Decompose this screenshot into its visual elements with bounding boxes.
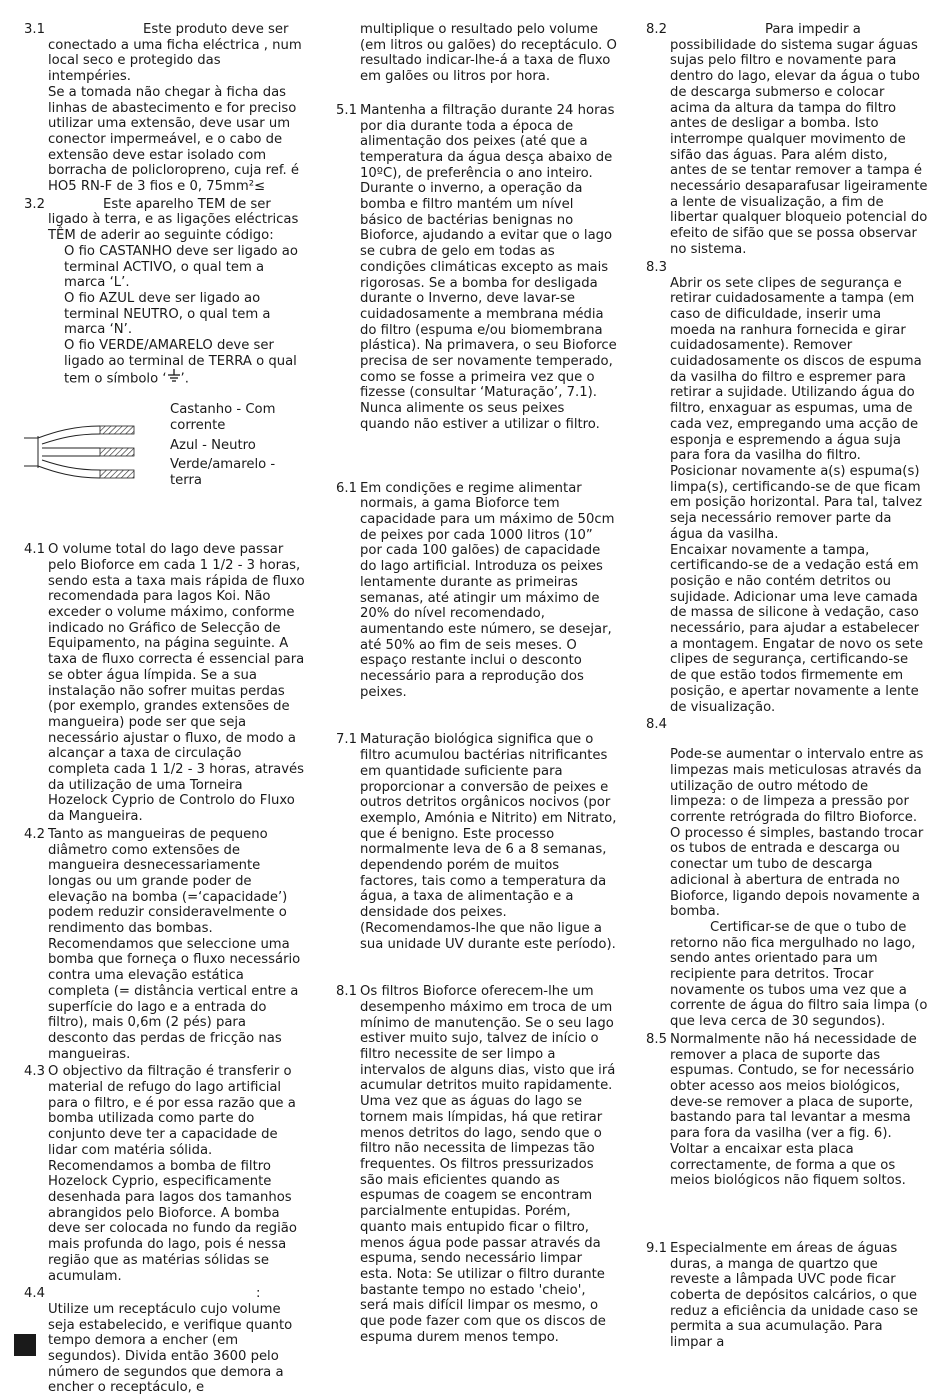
paragraph: Normalmente não há necessidade de remover a placa de suporte das espumas. Contudo, se for necessário obter acesso aos meios biológicos, deve-se remover a placa de suporte, bastando para tal levantar a mesma para fora da vasilha (ver a fig. 6). Voltar a encaixar esta placa correctamente, de forma a que os meios biológicos não fiquem soltos. <box>670 1031 917 1189</box>
section-7-1 <box>336 732 618 952</box>
page-corner-mark <box>14 1334 36 1356</box>
wire-label-green: Verde/amarelo - terra <box>170 457 276 488</box>
section-8-1 <box>336 984 618 1345</box>
earth-symbol-icon <box>167 369 181 388</box>
section-4-2 <box>24 827 306 1063</box>
column-right <box>646 22 928 1353</box>
paragraph: Maturação biológica significa que o filtro acumulou bactérias nitrificantes em quantidade suficiente para proporcionar a conversão de peixes e outros detritos orgânicos nocivos (por exemplo, Amónia e Nitrito) em Nitrato, que é benigno. Este processo normalmente leva de 6 a 8 semanas, dependendo porém de muitos factores, tais como a temperatura da água, a taxa de alimentação e a densidade dos peixes. (Recomendamos-lhe que não ligue a sua unidade UV durante este período). <box>360 732 617 952</box>
section-3-1 <box>24 22 306 195</box>
paragraph: Este aparelho TEM de ser ligado à terra, e as ligações eléctricas TÊM de aderir ao seguinte código: <box>48 196 299 244</box>
section-3-2 <box>24 197 306 388</box>
section-4-4 <box>24 1286 306 1396</box>
paragraph: Abrir os sete clipes de segurança e retirar cuidadosamente a tampa (em caso de dificuldade, inserir uma moeda na ranhura fornecida e girar cuidadosamente). Remover cuidadosamente os discos de espuma da vasilha do filtro e espremer para retirar a sujidade. Utilizando água do filtro, enxaguar as espumas, uma de cada vez, empregando uma acção de esponja e espremendo a água suja para fora da vasilha do filtro. Posicionar novamente a(s) espuma(s) limpa(s), certificando-se de que ficam em posição horizontal. Para tal, talvez seja necessário remover parte da água da vasilha. <box>670 275 923 542</box>
wire-rule-green-text: O fio VERDE/AMARELO deve ser ligado ao terminal de TERRA o qual tem o símbolo ‘ <box>64 338 297 387</box>
paragraph: Utilize um receptáculo cujo volume seja estabelecido, e verifique quanto tempo demora a encher (em segundos). Divida então 3600 pelo número de segundos que demora a encher o receptáculo, e <box>48 1301 293 1396</box>
section-6-1 <box>336 481 618 701</box>
section-4-3 <box>24 1064 306 1284</box>
section-number: 8.2 <box>646 22 667 37</box>
cable-illustration <box>24 422 144 492</box>
heading-colon: : <box>256 1286 261 1302</box>
column-left <box>24 22 306 1398</box>
section-4-1 <box>24 542 306 825</box>
wire-rule-blue: O fio AZUL deve ser ligado ao terminal NEUTRO, o qual tem a marca ‘N’. <box>64 290 271 338</box>
section-number: 8.4 <box>646 717 667 733</box>
section-number: 7.1 <box>336 732 357 748</box>
paragraph: Este produto deve ser conectado a uma ficha eléctrica , num local seco e protegido das intempéries. <box>48 22 302 85</box>
section-number: 8.3 <box>646 259 667 275</box>
section-8-4 <box>646 717 928 1030</box>
paragraph: Em condições e regime alimentar normais, a gama Bioforce tem capacidade para um máximo de 50cm de peixes por cada 1000 litros (10” por cada 100 galões) de capacidade do lago artificial. Introduza os peixes lentamente durante as primeiras semanas, até atingir um máximo de 20% do nível recomendado, aumentando este número, se desejar, até 50% ao fim de seis meses. O espaço restante inclui o desconto necessário para a reprodução dos peixes. <box>360 480 615 700</box>
section-number: 4.4 <box>24 1286 45 1302</box>
wire-label-blue: Azul - Neutro <box>170 438 256 454</box>
section-number: 3.2 <box>24 196 45 212</box>
paragraph: multiplique o resultado pelo volume (em litros ou galões) do receptáculo. O resultado indicar-lhe-á a taxa de fluxo em galões ou litros por hora. <box>360 22 617 85</box>
wiring-diagram <box>24 402 306 512</box>
wire-label-brown: Castanho - Com corrente <box>170 402 276 433</box>
section-9-1 <box>646 1241 928 1351</box>
paragraph: Pode-se aumentar o intervalo entre as limpezas mais meticulosas através da utilização de outro método de limpeza: o de limpeza a pressão por corrente retrógrada do filtro Bioforce. O processo é simples, bastando trocar os tubos de entrada e descarga ou conectar um tubo de descarga adicional à abertura de entrada no Bioforce, ligando depois novamente a bomba. <box>670 747 924 920</box>
paragraph: Especialmente em áreas de águas duras, a manga de quartzo que reveste a lâmpada UVC pode ficar coberta de depósitos calcários, o que reduz a eficiência da unidade caso se permita a sua acumulação. Para limpar a <box>670 1240 918 1351</box>
paragraph: Mantenha a filtração durante 24 horas por dia durante toda a época de alimentação dos peixes (até que a temperatura da água desça abaixo de 10ºC), de preferência o ano inteiro. Durante o inverno, a operação da bomba e filtro mantém um nível básico de bactérias benignas no Bioforce, ajudando a evitar que o lago se cubra de gelo em todas as condições climáticas excepto as mais rigorosas. Se a bomba for desligada durante o Inverno, deve lavar-se cuidadosamente a membrana média do filtro (espuma e/ou biomembrana plástica). Na primavera, o seu Bioforce precisa de ser novamente temperado, como se fosse a primeira vez que o fizesse (consultar ‘Maturação’, 7.1). Nunca alimente os seus peixes quando não estiver a utilizar o filtro. <box>360 102 617 432</box>
section-number: 5.1 <box>336 102 357 118</box>
paragraph: Para impedir a possibilidade do sistema sugar águas sujas pelo filtro e novamente para dentro do lago, elevar da água o tubo de descarga submerso e colocar acima da altura da tampa do filtro antes de desligar a bomba. Isto interrompe qualquer movimento de sifão das águas. Para além disto, antes de se tentar remover a tampa é necessário desaparafusar ligeiramente a lente de visualização, a fim de libertar qualquer bloqueio potencial do efeito de sifão que se possa observar no sistema. <box>670 22 928 257</box>
section-8-5 <box>646 1032 928 1189</box>
paragraph: Os filtros Bioforce oferecem-lhe um desempenho máximo em troca de um mínimo de manutenção. Se o seu lago estiver muito sujo, talvez de início o filtro necessite de ser limpo a intervalos de alguns dias, visto que irá acumular detritos muito rapidamente. Uma vez que as águas do lago se tornem mais límpidas, há que retirar menos detritos do lago, sendo que o filtro não necessita de limpezas tão frequentes. Os filtros pressurizados são mais eficientes quando as espumas de coagem se encontram parcialmente entupidas. Porém, quanto mais entupido ficar o filtro, menos água pode passar através da espuma, sendo necessário limpar esta. Nota: Se utilizar o filtro durante bastante tempo no estado 'cheio', será mais difícil limpar os mesmo, o que pode fazer com que os discos de espuma durem menos tempo. <box>360 984 616 1345</box>
section-number: 3.1 <box>24 22 45 37</box>
wire-rule-green-end: ’. <box>180 371 189 387</box>
section-8-2 <box>646 22 928 258</box>
paragraph: Tanto as mangueiras de pequeno diâmetro como extensões de mangueira desnecessariamente longas ou um grande poder de elevação na bomba (=‘capacidade’) podem reduzir consideravelmente o rendimento das bombas. Recomendamos que seleccione uma bomba que forneça o fluxo necessário contra uma elevação estática completa (= distância vertical entre a superfície do lago e a entrada do filtro), mais 0,6m (2 pés) para desconto das perdas de fricção nas mangueiras. <box>48 826 301 1062</box>
section-number: 8.1 <box>336 984 357 1000</box>
wire-rule-brown: O fio CASTANHO deve ser ligado ao terminal ACTIVO, o qual tem a marca ‘L’. <box>64 243 298 291</box>
paragraph: O volume total do lago deve passar pelo Bioforce em cada 1 1/2 - 3 horas, sendo esta a taxa mais rápida de fluxo recomendada para lagos Koi. Não exceder o volume máximo, conforme indicado no Gráfico de Selecção de Equipamento, na página seguinte. A taxa de fluxo correcta é essencial para se obter água límpida. Se a sua instalação não sofrer muitas perdas (por exemplo, grandes extensões de mangueira) pode ser que seja necessário ajustar o fluxo, de modo a alcançar a taxa de circulação completa cada 1 1/2 - 3 horas, através da utilização de uma Torneira Hozelock Cyprio de Controlo do Fluxo da Mangueira. <box>48 542 305 825</box>
section-number: 8.5 <box>646 1031 667 1047</box>
section-number: 4.3 <box>24 1064 45 1080</box>
section-8-3 <box>646 260 928 716</box>
paragraph: Se a tomada não chegar à ficha das linhas de abastecimento e for preciso utilizar uma extensão, deve usar um conector impermeável, e o cabo de extensão deve estar isolado com borracha de policloropreno, cuja ref. é HO5 RN-F de 3 fios e 0, 75mm²≤ <box>48 84 300 195</box>
paragraph: O objectivo da filtração é transferir o material de refugo do lago artificial para o filtro, e é por essa razão que a bomba utilizada como parte do conjunto deve ter a capacidade de lidar com matéria sólida. Recomendamos a bomba de filtro Hozelock Cyprio, especificamente desenhada para lagos dos tamanhos abrangidos pelo Bioforce. A bomba deve ser colocada no fundo da região mais profunda do lago, pois é nessa região que as matérias sólidas se acumulam. <box>48 1064 297 1284</box>
section-number: 9.1 <box>646 1240 667 1256</box>
section-5-1 <box>336 103 618 433</box>
section-number: 6.1 <box>336 480 357 496</box>
section-number: 4.1 <box>24 542 45 558</box>
paragraph: Encaixar novamente a tampa, certificando-se de a vedação está em posição e não contém detritos ou sujidade. Adicionar uma leve camada de massa de silicone à vedação, caso necessário, para ajudar a estabelecer a montagem. Engatar de novo os sete clipes de segurança, certificando-se de que estão todos firmemente em posição, e apertar novamente a lente de visualização. <box>670 542 924 715</box>
section-number: 4.2 <box>24 826 45 842</box>
wire-rule-green <box>48 338 306 388</box>
paragraph: Certificar-se de que o tubo de retorno não fica mergulhado no lago, sendo antes orientado para um recipiente para detritos. Trocar novamente os tubos uma vez que a corrente de água do filtro saia limpa (o que leva cerca de 30 segundos). <box>670 919 928 1030</box>
column-middle <box>336 22 618 1347</box>
section-4-4-continued <box>336 22 618 85</box>
